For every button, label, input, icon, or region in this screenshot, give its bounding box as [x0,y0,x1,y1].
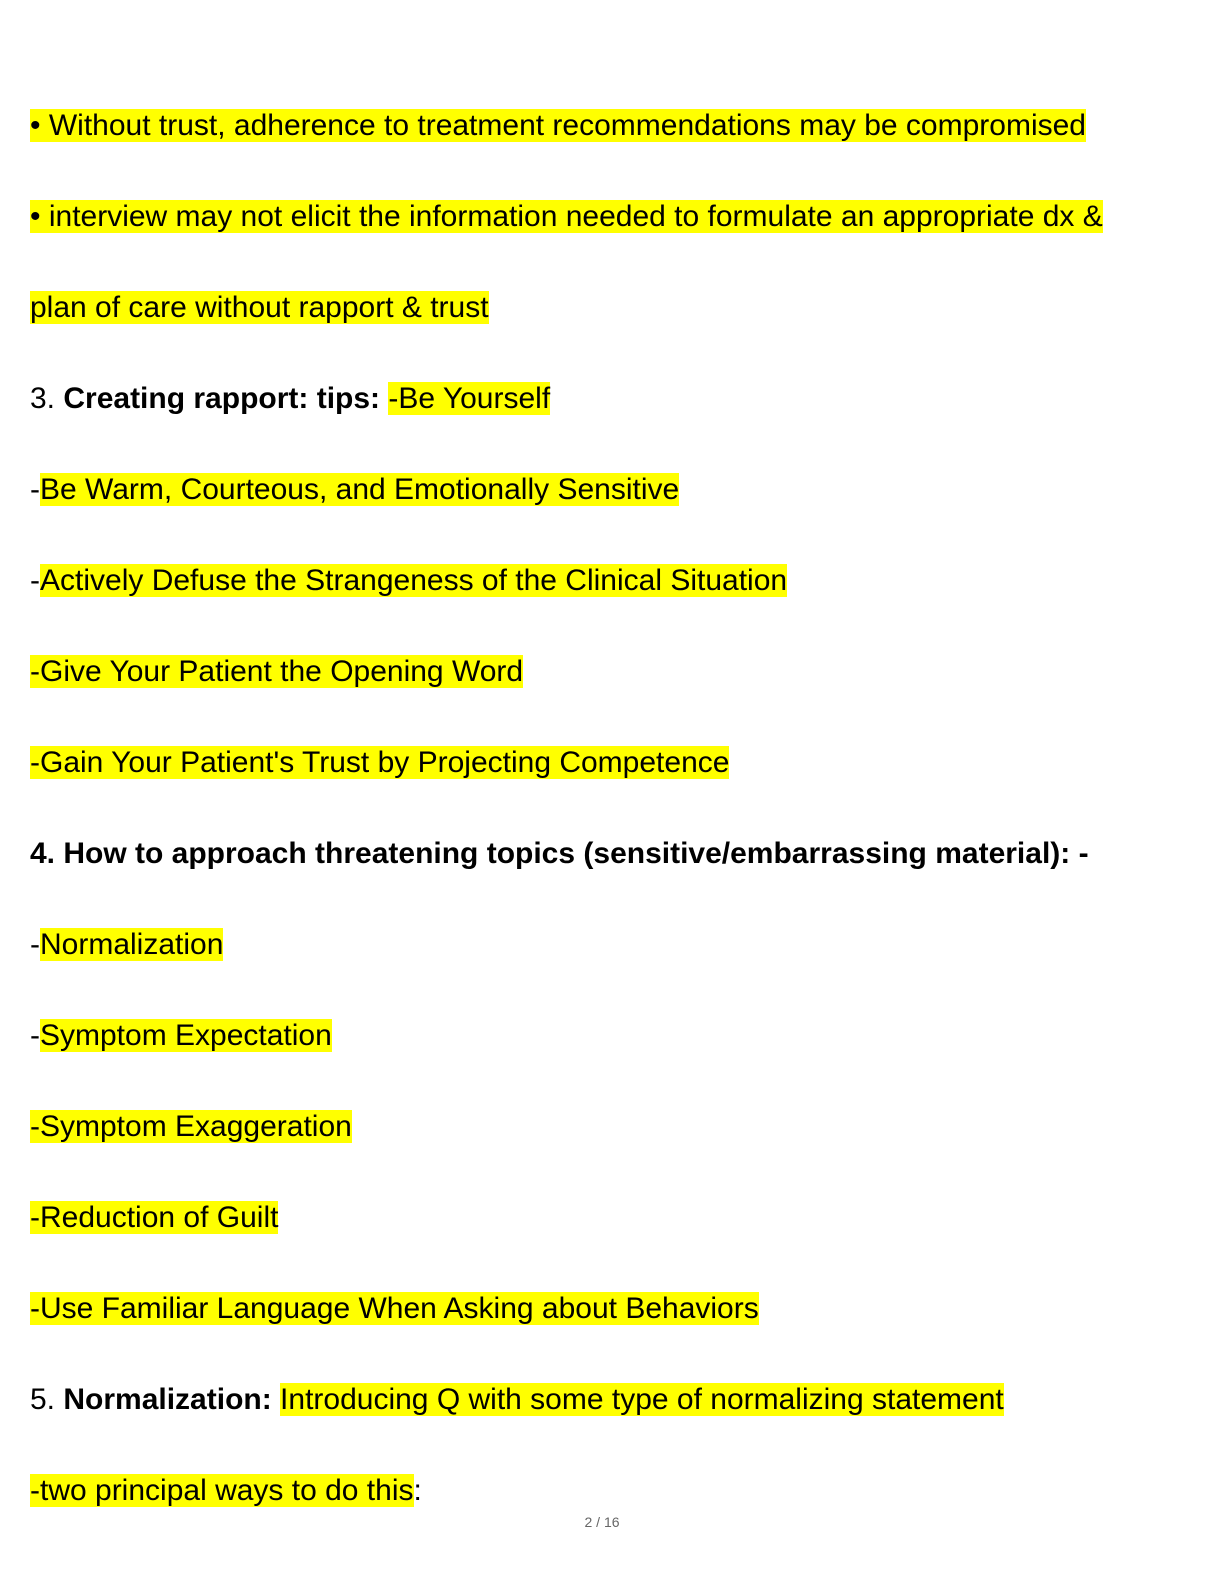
text-line-plan-of-care [30,290,489,326]
item-heading: Normalization: [63,1383,281,1416]
dash-prefix: - [30,1201,40,1234]
text-line-normalization-definition [30,1382,1004,1418]
highlighted-text: • interview may not elicit the information needed to formulate an appropriate dx & [30,200,1103,233]
text-line-threatening-topics [30,836,1089,872]
highlighted-text: • Without trust, adherence to treatment recommendations may be compromised [30,109,1086,142]
highlighted-text: -Be Yourself [388,382,551,415]
highlighted-text: plan of care without rapport & trust [30,291,489,324]
highlighted-text: -Give Your Patient the Opening Word [30,655,524,688]
text-line-opening-word [30,654,523,690]
highlighted-text: Symptom Expectation [40,1019,332,1052]
text-line-symptom-exaggeration [30,1109,352,1145]
highlighted-text: -Symptom Exaggeration [30,1110,352,1143]
highlighted-text: -Gain Your Patient's Trust by Projecting Competence [30,746,730,779]
page-number: 2 / 16 [584,1514,620,1530]
highlighted-text: Reduction of Guilt [40,1201,279,1234]
text-line-symptom-expectation [30,1018,332,1054]
highlighted-text: -Use Familiar Language When Asking about Behaviors [30,1292,759,1325]
highlighted-text: Be Warm, Courteous, and Emotionally Sensitive [40,473,680,506]
colon-suffix: : [413,1474,422,1507]
highlighted-text: Normalization [40,928,224,961]
text-line-projecting-competence [30,745,729,781]
highlighted-text: -two principal ways to do this [30,1474,414,1507]
item-number: 5. [30,1383,64,1416]
text-line-two-ways [30,1473,422,1509]
text-line-creating-rapport [30,381,550,417]
text-line-normalization-item [30,927,223,963]
dash-prefix: - [30,1019,40,1052]
text-line-interview [30,199,1103,235]
item-number: 3. [30,382,64,415]
highlighted-text: Introducing Q with some type of normalizing statement [280,1383,1004,1416]
text-line-trust-adherence [30,108,1086,144]
highlighted-text: Actively Defuse the Strangeness of the Clinical Situation [40,564,788,597]
text-line-reduction-of-guilt [30,1200,278,1236]
text-line-be-warm [30,472,679,508]
dash-prefix: - [30,928,40,961]
dash-prefix: - [30,564,40,597]
item-heading: 4. How to approach threatening topics (sensitive/embarrassing material): - [30,837,1089,870]
text-line-familiar-language [30,1291,759,1327]
item-heading: Creating rapport: tips: [63,382,389,415]
dash-prefix: - [30,473,40,506]
text-line-defuse-strangeness [30,563,787,599]
